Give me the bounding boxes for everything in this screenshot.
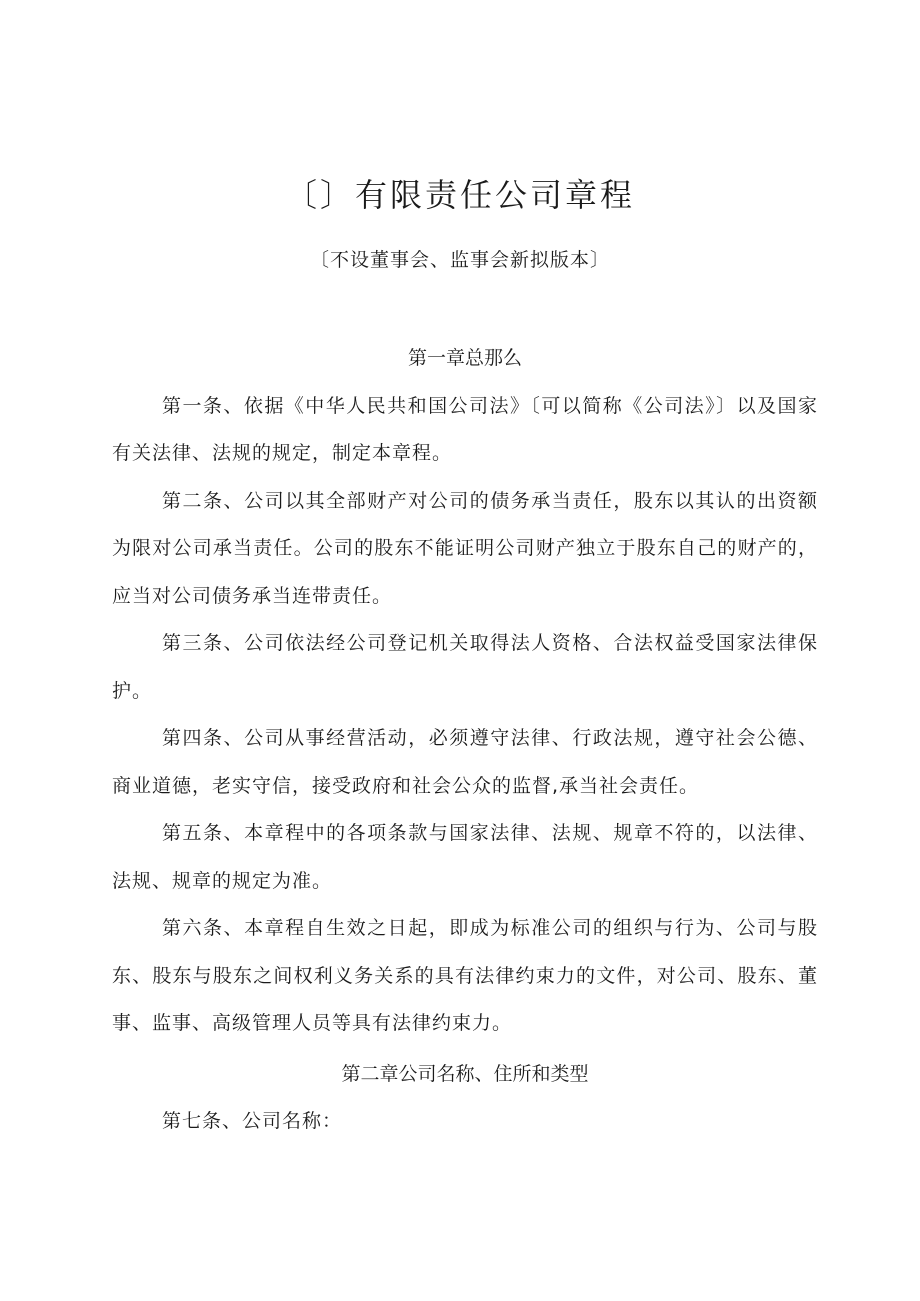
article-1: 第一条、依据《中华人民共和国公司法》〔可以简称《公司法》〕以及国家有关法律、法规的规定，制定本章程。: [112, 394, 818, 464]
article-2: 第二条、公司以其全部财产对公司的债务承当责任，股东以其认的出资额为限对公司承当责任。公司的股东不能证明公司财产独立于股东自己的财产的，应当对公司债务承当连带责任。: [112, 489, 818, 607]
article-5: 第五条、本章程中的各项条款与国家法律、法规、规章不符的，以法律、法规、规章的规定为准。: [112, 822, 818, 892]
article-4: 第四条、公司从事经营活动，必须遵守法律、行政法规，遵守社会公德、商业道德，老实守信，接受政府和社会公众的监督,承当社会责任。: [112, 727, 818, 797]
article-3: 第三条、公司依法经公司登记机关取得法人资格、合法权益受国家法律保护。: [112, 632, 818, 702]
chapter-2-heading: 第二章公司名称、住所和类型: [341, 1062, 589, 1085]
document-body: [112, 335, 818, 1146]
document-title: 〔〕有限责任公司章程: [284, 176, 635, 214]
document-subtitle: 〔不设董事会、监事会新拟版本〕: [309, 249, 610, 271]
chapter-1-heading: 第一章总那么: [407, 347, 522, 369]
article-7: 第七条、公司名称：: [162, 1110, 343, 1132]
article-6: 第六条、本章程自生效之日起，即成为标准公司的组织与行为、公司与股东、股东与股东之间权利义务关系的具有法律约束力的文件，对公司、股东、董事、监事、高级管理人员等具有法律约束力。: [112, 917, 818, 1034]
